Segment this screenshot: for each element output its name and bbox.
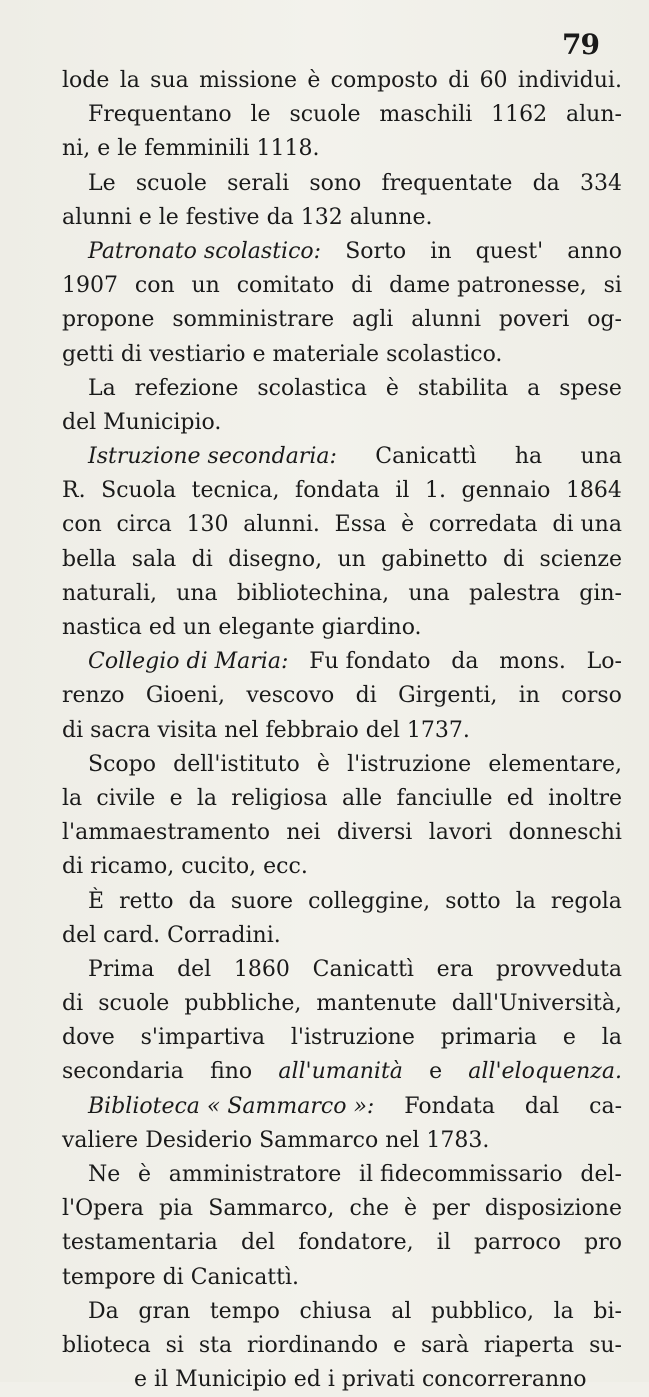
word: lode bbox=[62, 68, 110, 93]
word: fondata bbox=[295, 478, 380, 504]
word: è bbox=[404, 1196, 418, 1222]
text-line bbox=[62, 611, 622, 645]
word: scuole bbox=[289, 102, 361, 128]
word: 1907 bbox=[62, 273, 118, 299]
text-line bbox=[62, 1226, 622, 1260]
word: di bbox=[191, 546, 213, 572]
word: gabinetto bbox=[381, 546, 488, 572]
word: gin- bbox=[579, 580, 622, 606]
word: 1864 bbox=[565, 478, 622, 504]
word: renzo bbox=[62, 683, 125, 709]
word: fanciulle bbox=[396, 785, 493, 811]
word: dove bbox=[62, 1025, 115, 1051]
word: da bbox=[451, 649, 479, 675]
text-line bbox=[62, 474, 622, 508]
word: scolastica bbox=[257, 375, 367, 401]
word: anno bbox=[567, 238, 622, 264]
word: del- bbox=[580, 1162, 622, 1187]
word: ecc. bbox=[263, 854, 308, 880]
text-line bbox=[62, 508, 622, 542]
word: gennaio bbox=[461, 478, 551, 504]
word: corredata bbox=[428, 512, 538, 538]
word: una bbox=[176, 580, 218, 606]
text-line bbox=[62, 645, 622, 679]
word: Collegio di Maria: bbox=[88, 649, 289, 675]
word: Scopo bbox=[88, 751, 156, 777]
word: alunni. bbox=[243, 512, 320, 538]
word: secondaria bbox=[62, 1059, 184, 1085]
word: sta bbox=[198, 1332, 233, 1358]
word: ed bbox=[293, 1367, 321, 1393]
word: dell'istituto bbox=[173, 751, 300, 777]
text-line bbox=[62, 782, 622, 816]
word: somministrare bbox=[172, 307, 335, 333]
word: 1737. bbox=[406, 717, 470, 743]
text-line bbox=[62, 816, 622, 850]
word: nel bbox=[385, 1127, 420, 1153]
word: suore bbox=[230, 888, 294, 914]
word: pia bbox=[158, 1196, 194, 1222]
word: è bbox=[307, 68, 321, 93]
text-line bbox=[62, 543, 622, 577]
word: parroco bbox=[473, 1230, 561, 1256]
word: Fu fondato bbox=[309, 649, 431, 675]
word: blioteca bbox=[62, 1332, 151, 1358]
word: le bbox=[158, 204, 179, 230]
word: Prima bbox=[88, 956, 155, 982]
word: dall'Università, bbox=[451, 991, 622, 1017]
word: festive bbox=[185, 204, 260, 230]
word: sarà bbox=[420, 1332, 470, 1358]
word: ed bbox=[148, 615, 176, 640]
word: sacra bbox=[90, 717, 151, 743]
word: Scuola bbox=[101, 478, 177, 504]
word: Ne bbox=[88, 1162, 121, 1187]
text-line bbox=[62, 269, 622, 303]
word: fondatore, bbox=[298, 1230, 414, 1256]
word: di bbox=[448, 68, 470, 93]
word: è bbox=[385, 375, 399, 401]
word: e bbox=[134, 1367, 148, 1393]
text-line bbox=[62, 1021, 622, 1055]
word: con bbox=[134, 273, 175, 299]
word: Sammarco bbox=[259, 1127, 379, 1153]
text-line bbox=[62, 1124, 622, 1158]
text-line bbox=[62, 167, 622, 201]
word: la bbox=[515, 888, 536, 914]
word: da bbox=[188, 888, 216, 914]
word: 1162 bbox=[491, 102, 548, 128]
word: i bbox=[327, 1367, 335, 1393]
word: frequentate bbox=[381, 170, 513, 196]
word: 1118. bbox=[256, 136, 320, 162]
word: di bbox=[162, 1264, 184, 1290]
word: missione bbox=[199, 68, 298, 93]
word: un bbox=[337, 546, 366, 572]
word: La bbox=[88, 375, 116, 401]
word: colleggine, bbox=[308, 888, 431, 914]
word: di una bbox=[552, 512, 622, 538]
text-line bbox=[62, 679, 622, 713]
word: febbraio bbox=[265, 717, 359, 743]
word: e bbox=[393, 1332, 407, 1358]
word: primaria bbox=[440, 1025, 538, 1051]
word: scolastico. bbox=[386, 341, 503, 367]
word: og- bbox=[587, 307, 622, 333]
text-line bbox=[62, 372, 622, 406]
page-number: 79 bbox=[562, 28, 599, 61]
word: alle bbox=[341, 785, 383, 811]
word: un bbox=[191, 273, 220, 299]
word: la bbox=[196, 785, 218, 811]
text-line bbox=[62, 1158, 622, 1192]
text-line bbox=[62, 1295, 622, 1329]
word: del bbox=[177, 956, 212, 982]
word: spese bbox=[559, 375, 622, 401]
word: serali bbox=[227, 170, 290, 196]
text-line bbox=[62, 1261, 622, 1295]
word: disegno, bbox=[228, 546, 323, 572]
word: bi- bbox=[593, 1298, 622, 1324]
word: naturali, bbox=[62, 580, 157, 606]
word: inoltre bbox=[548, 785, 622, 811]
word: si bbox=[603, 273, 622, 299]
word: Gioeni, bbox=[145, 683, 225, 709]
text-line bbox=[62, 1363, 622, 1397]
word: civile bbox=[96, 785, 156, 811]
word: corso bbox=[561, 683, 622, 709]
word: 1783. bbox=[426, 1127, 490, 1153]
word: in bbox=[430, 238, 452, 264]
word: religiosa bbox=[231, 785, 328, 811]
word: chiusa bbox=[299, 1298, 372, 1324]
word: Canicattì bbox=[312, 956, 414, 982]
word: da bbox=[532, 170, 560, 196]
word: regola bbox=[550, 888, 622, 914]
word: da bbox=[266, 204, 294, 230]
word: una bbox=[408, 580, 450, 606]
word: la bbox=[553, 1298, 574, 1324]
word: stabilita bbox=[417, 375, 509, 401]
word: dame patronesse, bbox=[389, 273, 587, 299]
word: ni, bbox=[62, 136, 91, 162]
word: R. bbox=[62, 478, 86, 504]
word: le bbox=[117, 136, 138, 162]
word: era bbox=[436, 956, 474, 982]
word: e bbox=[252, 341, 266, 367]
word: tempore bbox=[62, 1264, 156, 1290]
word: nastica bbox=[62, 615, 142, 640]
word: all'eloquenza. bbox=[468, 1059, 622, 1085]
word: nel bbox=[224, 717, 259, 743]
word: Patronato scolastico: bbox=[88, 238, 322, 264]
word: Sorto bbox=[345, 238, 407, 264]
word: Corradini. bbox=[167, 922, 281, 948]
word: vestiario bbox=[148, 341, 246, 367]
word: valiere bbox=[62, 1127, 139, 1153]
word: Da bbox=[88, 1298, 119, 1324]
word: di bbox=[120, 341, 142, 367]
word: Istruzione secondaria: bbox=[88, 444, 337, 470]
word: retto bbox=[119, 888, 174, 914]
word: Municipio bbox=[175, 1367, 287, 1393]
word: tempo bbox=[209, 1298, 280, 1324]
word: 334 bbox=[579, 170, 622, 196]
word: di bbox=[62, 991, 84, 1017]
word: ca- bbox=[589, 1093, 622, 1119]
word: maschili bbox=[379, 102, 473, 128]
text-line bbox=[62, 1055, 622, 1089]
text-line bbox=[62, 748, 622, 782]
text-line bbox=[62, 1192, 622, 1226]
word: refezione bbox=[134, 375, 239, 401]
text-line bbox=[62, 850, 622, 884]
word: s'impartiva bbox=[140, 1025, 266, 1051]
word: È bbox=[88, 888, 105, 914]
word: dal bbox=[524, 1093, 560, 1119]
word: in bbox=[518, 683, 540, 709]
word: il bbox=[436, 1230, 451, 1256]
word: sala bbox=[131, 546, 177, 572]
word: Desiderio bbox=[145, 1127, 253, 1153]
word: gran bbox=[138, 1298, 191, 1324]
word: provveduta bbox=[496, 956, 622, 982]
word: ha bbox=[514, 444, 543, 470]
word: bibliotechina, bbox=[236, 580, 390, 606]
word: scuole bbox=[135, 170, 207, 196]
text-line bbox=[62, 303, 622, 337]
word: il bbox=[154, 1367, 169, 1393]
word: ed bbox=[506, 785, 534, 811]
word: alunni bbox=[62, 204, 132, 230]
word: donneschi bbox=[508, 820, 622, 846]
word: cucito, bbox=[181, 854, 257, 880]
word: poveri bbox=[498, 307, 570, 333]
word: palestra bbox=[469, 580, 561, 606]
word: di bbox=[351, 273, 373, 299]
word: tecnica, bbox=[191, 478, 280, 504]
word: Le bbox=[88, 170, 116, 196]
word: Canicattì bbox=[375, 444, 477, 470]
word: di bbox=[62, 717, 84, 743]
word: lavori bbox=[428, 820, 493, 846]
word: del bbox=[62, 922, 97, 948]
word: disposizione bbox=[484, 1196, 622, 1222]
text-line bbox=[62, 714, 622, 748]
word: è bbox=[401, 512, 415, 538]
word: getti bbox=[62, 341, 114, 367]
word: diversi bbox=[336, 820, 413, 846]
text-line bbox=[62, 1329, 622, 1363]
word: le bbox=[250, 102, 271, 128]
word: 1860 bbox=[233, 956, 290, 982]
word: la bbox=[62, 785, 83, 811]
text-line bbox=[62, 953, 622, 987]
word: una bbox=[580, 444, 622, 470]
text-line bbox=[62, 406, 622, 440]
word: e bbox=[562, 1025, 576, 1051]
word: nei bbox=[286, 820, 321, 846]
word: privati bbox=[341, 1367, 415, 1393]
body-text bbox=[62, 64, 622, 1397]
word: alun- bbox=[566, 102, 622, 128]
word: l'istruzione bbox=[347, 751, 472, 777]
word: circa bbox=[116, 512, 172, 538]
word: 1. bbox=[424, 478, 446, 504]
word: riordinando bbox=[246, 1332, 379, 1358]
text-line bbox=[62, 132, 622, 166]
word: pubblico, bbox=[430, 1298, 535, 1324]
word: il fidecommissario bbox=[358, 1162, 563, 1187]
word: Lo- bbox=[586, 649, 622, 675]
word: a bbox=[527, 375, 541, 401]
word: alunni bbox=[411, 307, 481, 333]
word: del bbox=[365, 717, 400, 743]
text-line bbox=[62, 338, 622, 372]
word: si bbox=[165, 1332, 184, 1358]
word: la bbox=[119, 68, 140, 93]
word: sotto bbox=[445, 888, 501, 914]
word: elegante bbox=[218, 615, 315, 640]
word: visita bbox=[157, 717, 218, 743]
text-line bbox=[62, 64, 622, 98]
word: di bbox=[503, 546, 525, 572]
word: testamentaria bbox=[62, 1230, 218, 1256]
word: vescovo bbox=[246, 683, 335, 709]
word: del bbox=[62, 409, 97, 435]
word: Essa bbox=[334, 512, 387, 538]
word: card. bbox=[103, 922, 161, 948]
word: materiale bbox=[272, 341, 380, 367]
word: e bbox=[97, 136, 111, 162]
text-line bbox=[62, 98, 622, 132]
word: Frequentano bbox=[88, 102, 232, 128]
word: Sammarco, bbox=[208, 1196, 335, 1222]
word: 132 bbox=[300, 204, 343, 230]
word: quest' bbox=[475, 238, 544, 264]
word: e bbox=[429, 1059, 443, 1085]
word: di bbox=[62, 854, 84, 880]
word: scienze bbox=[539, 546, 622, 572]
word: del bbox=[240, 1230, 276, 1256]
word: 130 bbox=[186, 512, 229, 538]
word: 60 bbox=[479, 68, 508, 93]
word: giardino. bbox=[321, 615, 422, 640]
text-line bbox=[62, 919, 622, 953]
text-line bbox=[62, 987, 622, 1021]
word: che bbox=[349, 1196, 389, 1222]
word: riaperta bbox=[483, 1332, 575, 1358]
word: e bbox=[169, 785, 183, 811]
word: composto bbox=[330, 68, 438, 93]
word: all'umanità bbox=[278, 1059, 403, 1085]
word: mantenute bbox=[316, 991, 437, 1017]
word: al bbox=[391, 1298, 412, 1324]
word: Canicattì. bbox=[190, 1264, 300, 1290]
text-line bbox=[62, 201, 622, 235]
word: femminili bbox=[144, 136, 250, 162]
text-line bbox=[62, 1090, 622, 1124]
word: fino bbox=[210, 1059, 253, 1085]
word: l'istruzione bbox=[290, 1025, 415, 1051]
word: alunne. bbox=[349, 204, 433, 230]
word: amministratore bbox=[168, 1162, 342, 1187]
word: Biblioteca « Sammarco »: bbox=[88, 1093, 375, 1119]
word: per bbox=[432, 1196, 470, 1222]
word: individui. bbox=[517, 68, 622, 93]
word: un bbox=[183, 615, 212, 640]
word: pro bbox=[584, 1230, 622, 1256]
word: scuole bbox=[98, 991, 170, 1017]
word: Fondata bbox=[404, 1093, 495, 1119]
word: concorreranno bbox=[421, 1367, 587, 1393]
word: e bbox=[138, 204, 152, 230]
word: il bbox=[395, 478, 410, 504]
word: di bbox=[355, 683, 377, 709]
word: è bbox=[316, 751, 330, 777]
word: comitato bbox=[236, 273, 335, 299]
text-line bbox=[62, 235, 622, 269]
text-line bbox=[62, 440, 622, 474]
text-line bbox=[62, 885, 622, 919]
word: la bbox=[601, 1025, 622, 1051]
word: agli bbox=[352, 307, 394, 333]
word: Girgenti, bbox=[398, 683, 498, 709]
word: l'ammaestramento bbox=[62, 820, 270, 846]
word: su- bbox=[589, 1332, 622, 1358]
word: pubbliche, bbox=[184, 991, 302, 1017]
word: mons. bbox=[499, 649, 566, 675]
word: sono bbox=[309, 170, 362, 196]
word: ricamo, bbox=[90, 854, 175, 880]
word: sua bbox=[150, 68, 189, 93]
word: con bbox=[62, 512, 102, 538]
word: Municipio. bbox=[103, 409, 222, 435]
word: l'Opera bbox=[62, 1196, 144, 1222]
word: è bbox=[138, 1162, 152, 1187]
word: bella bbox=[62, 546, 117, 572]
text-line bbox=[62, 577, 622, 611]
word: propone bbox=[62, 307, 155, 333]
word: elementare, bbox=[488, 751, 622, 777]
